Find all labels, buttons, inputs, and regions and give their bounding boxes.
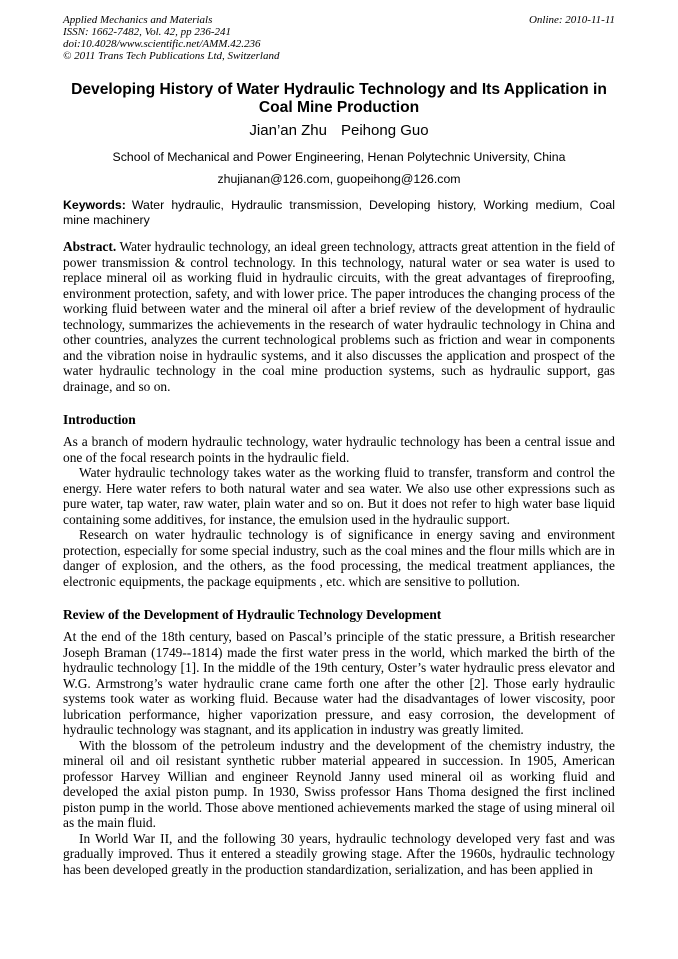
abstract (63, 239, 615, 394)
section-heading-introduction: Introduction (63, 412, 136, 427)
paragraph: Research on water hydraulic technology is of significance in energy saving and environment protection, especially for some special industry, such as the coal mines and the flour mills which are in danger of explosion, and the others, as the food processing, the medical treatment appliances, the electronic equipments, the package equipments , etc. which are sensitive to pollution. (63, 527, 615, 589)
section-review (63, 629, 615, 877)
online-date: Online: 2010-11-11 (528, 14, 615, 26)
author-emails: zhujianan@126.com, guopeihong@126.com (217, 172, 461, 186)
journal-name: Applied Mechanics and Materials (63, 14, 213, 26)
abstract-text: Water hydraulic technology, an ideal green technology, attracts great attention in the field of power transmission & control technology. In this technology, natural water or sea water is used to replace mineral oil as working fluid in hydraulic circuits, with the great advantages of fireproofing, environment protection, safety, and with lower price. The paper introduces the changing process of the working fluid between water and the mineral oil after a brief review of the development of hydraulic technology, summarizes the achievements in the research of water hydraulic technology in China and other countries, analyzes the current technological problems such as friction and wear in components and the vibration noise in hydraulic systems, and it also discusses the application and prospect of the water hydraulic technology in the coal mine production systems, such as hydraulic support, gas drainage, and so on. (63, 239, 615, 394)
issn-line: ISSN: 1662-7482, Vol. 42, pp 236-241 (63, 26, 232, 38)
abstract-label: Abstract. (63, 239, 117, 254)
keywords-label: Keywords: (63, 198, 126, 212)
section-heading-review: Review of the Development of Hydraulic Technology Development (63, 607, 442, 622)
paragraph: In World War II, and the following 30 years, hydraulic technology developed very fast and was gradually improved. Thus it entered a steadily growing stage. After the 1960s, hydraulic technology has been developed greatly in the production standardization, serialization, and has been applied in (63, 830, 615, 877)
paragraph: At the end of the 18th century, based on Pascal’s principle of the static pressure, a British researcher Joseph Braman (1749--1814) made the first water press in the world, which marked the birth of the hydraulic technology [1]. In the middle of the 19th century, Oster’s water hydraulic press elevator and W.G. Armstrong’s water hydraulic crane came forth one after the other [2]. Those early hydraulic systems took water as working fluid. Because water had the disadvantages of lower viscosity, poor lubrication performance, higher vaporization pressure, and easy corrosion, the development of hydraulic technology was stagnant, and its application in industry was greatly limited. (63, 629, 615, 737)
authors (55, 122, 623, 140)
journal-header (63, 14, 279, 62)
author-name: Jian’an Zhu (249, 122, 327, 139)
doi-line: doi:10.4028/www.scientific.net/AMM.42.236 (63, 38, 261, 50)
paper-title: Developing History of Water Hydraulic Technology and Its Application in Coal Mine Production (71, 81, 607, 116)
affiliation: School of Mechanical and Power Engineering, Henan Polytechnic University, China (112, 150, 566, 164)
paragraph: With the blossom of the petroleum industry and the development of the chemistry industry, the mineral oil and oil resistant synthetic rubber material appeared in succession. In 1905, American professor Harvey Willian and engineer Reynold Janny used mineral oil as working fluid and developed the axial piston pump. In 1930, Swiss professor Hans Thoma designed the first inclined piston pump in the world. Those above mentioned achievements marked the stage of using mineral oil as the main fluid. (63, 737, 615, 830)
section-introduction (63, 434, 615, 589)
paragraph: Water hydraulic technology takes water as the working fluid to transfer, transform and control the energy. Here water refers to both natural water and sea water. We also use other expressions such as pure water, tap water, raw water, plain water and so on. But it does not refer to high water base liquid containing some additives, for instance, the emulsion used in the hydraulic support. (63, 465, 615, 527)
keywords (63, 198, 615, 227)
copyright-line: © 2011 Trans Tech Publications Ltd, Switzerland (63, 50, 280, 62)
paragraph: As a branch of modern hydraulic technology, water hydraulic technology has been a central issue and one of the focal research points in the hydraulic field. (63, 434, 615, 465)
keywords-text: Water hydraulic, Hydraulic transmission, Developing history, Working medium, Coal mine machinery (63, 198, 615, 227)
author-name: Peihong Guo (340, 122, 429, 139)
